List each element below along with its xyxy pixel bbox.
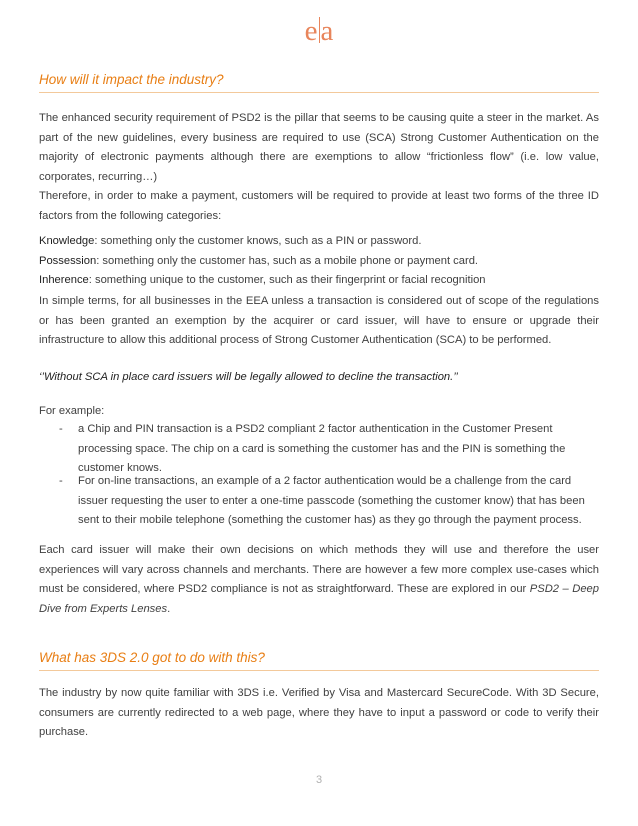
factor-term: Inherence xyxy=(39,274,89,286)
bullet-text: a Chip and PIN transaction is a PSD2 compliant 2 factor authentication in the Customer Present processing space. The chip on a card is something the customer has and the PIN is something the customer knows. xyxy=(78,423,566,474)
factor-list xyxy=(39,232,599,291)
paragraph-id-factors: Therefore, in order to make a payment, customers will be required to provide at least two forms of the three ID factors from the following categories: xyxy=(39,190,599,222)
factor-desc: : something unique to the customer, such as their fingerprint or facial recognition xyxy=(88,274,486,286)
logo-divider xyxy=(319,17,320,43)
factor-desc: : something only the customer has, such as a mobile phone or payment card. xyxy=(96,254,479,267)
pull-quote: ‘’Without SCA in place card issuers will be legally allowed to decline the transaction.’’ xyxy=(39,371,458,383)
factor-desc: : something only the customer knows, such as a PIN or password. xyxy=(94,235,422,247)
heading-underline xyxy=(39,92,599,93)
paragraph-card-issuer-text: Each card issuer will make their own decisions on which methods they will use and therefore the user experiences will vary across channels and merchants. There are however a few more complex use-cases which must be considered, where PSD2 compliance is not as straightforward. These are explored in our xyxy=(39,544,599,595)
logo-letter-e: e xyxy=(304,15,318,47)
ea-logo xyxy=(0,14,638,48)
bullet-marker: - xyxy=(59,423,63,435)
factor-possession xyxy=(39,252,599,272)
factor-term: Possession xyxy=(39,254,97,267)
section-heading-impact: How will it impact the industry? xyxy=(39,72,224,87)
factor-inherence xyxy=(39,271,599,291)
psd2-deep-dive-reference: PSD2 – Deep Dive from Experts Lenses xyxy=(39,583,599,615)
paragraph-card-issuer xyxy=(39,541,599,619)
page-number: 3 xyxy=(315,774,323,786)
heading-underline xyxy=(39,670,599,671)
paragraph-end: . xyxy=(167,602,171,615)
logo-letter-a: a xyxy=(320,15,334,47)
factor-term: Knowledge xyxy=(39,235,95,247)
paragraph-security-requirement: The enhanced security requirement of PSD2 is the pillar that seems to be causing quite a steer in the market. As part of the new guidelines, every business are required to use (SCA) Strong Customer Authentication on the majority of electronic payments although there are exemptions to allow “frictionless flow” (i.e. low value, corporates, recurring…) xyxy=(39,112,599,183)
factor-knowledge xyxy=(39,232,599,252)
bullet-item-chip-pin xyxy=(59,420,599,479)
bullet-text: For on-line transactions, an example of a 2 factor authentication would be a challenge from the card issuer requesting the user to enter a one-time passcode (something the customer know) that has been sent to their mobile telephone (something the customer has) as they go through the payment process. xyxy=(78,475,585,526)
paragraph-simple-terms: In simple terms, for all businesses in the EEA unless a transaction is considered out of scope of the regulations or has been granted an exemption by the acquirer or card issuer, will have to ensure or upgrade their infrastructure to allow this additional process of Strong Customer Authentication (SCA) to be performed. xyxy=(39,295,599,346)
example-intro: For example: xyxy=(39,405,105,417)
bullet-item-online xyxy=(59,472,599,531)
bullet-marker: - xyxy=(59,475,63,487)
section-heading-3ds: What has 3DS 2.0 got to do with this? xyxy=(39,650,265,665)
paragraph-3ds-intro: The industry by now quite familiar with 3DS i.e. Verified by Visa and Mastercard SecureCode. With 3D Secure, consumers are currently redirected to a web page, where they have to input a password or code to verify their purchase. xyxy=(39,687,599,738)
